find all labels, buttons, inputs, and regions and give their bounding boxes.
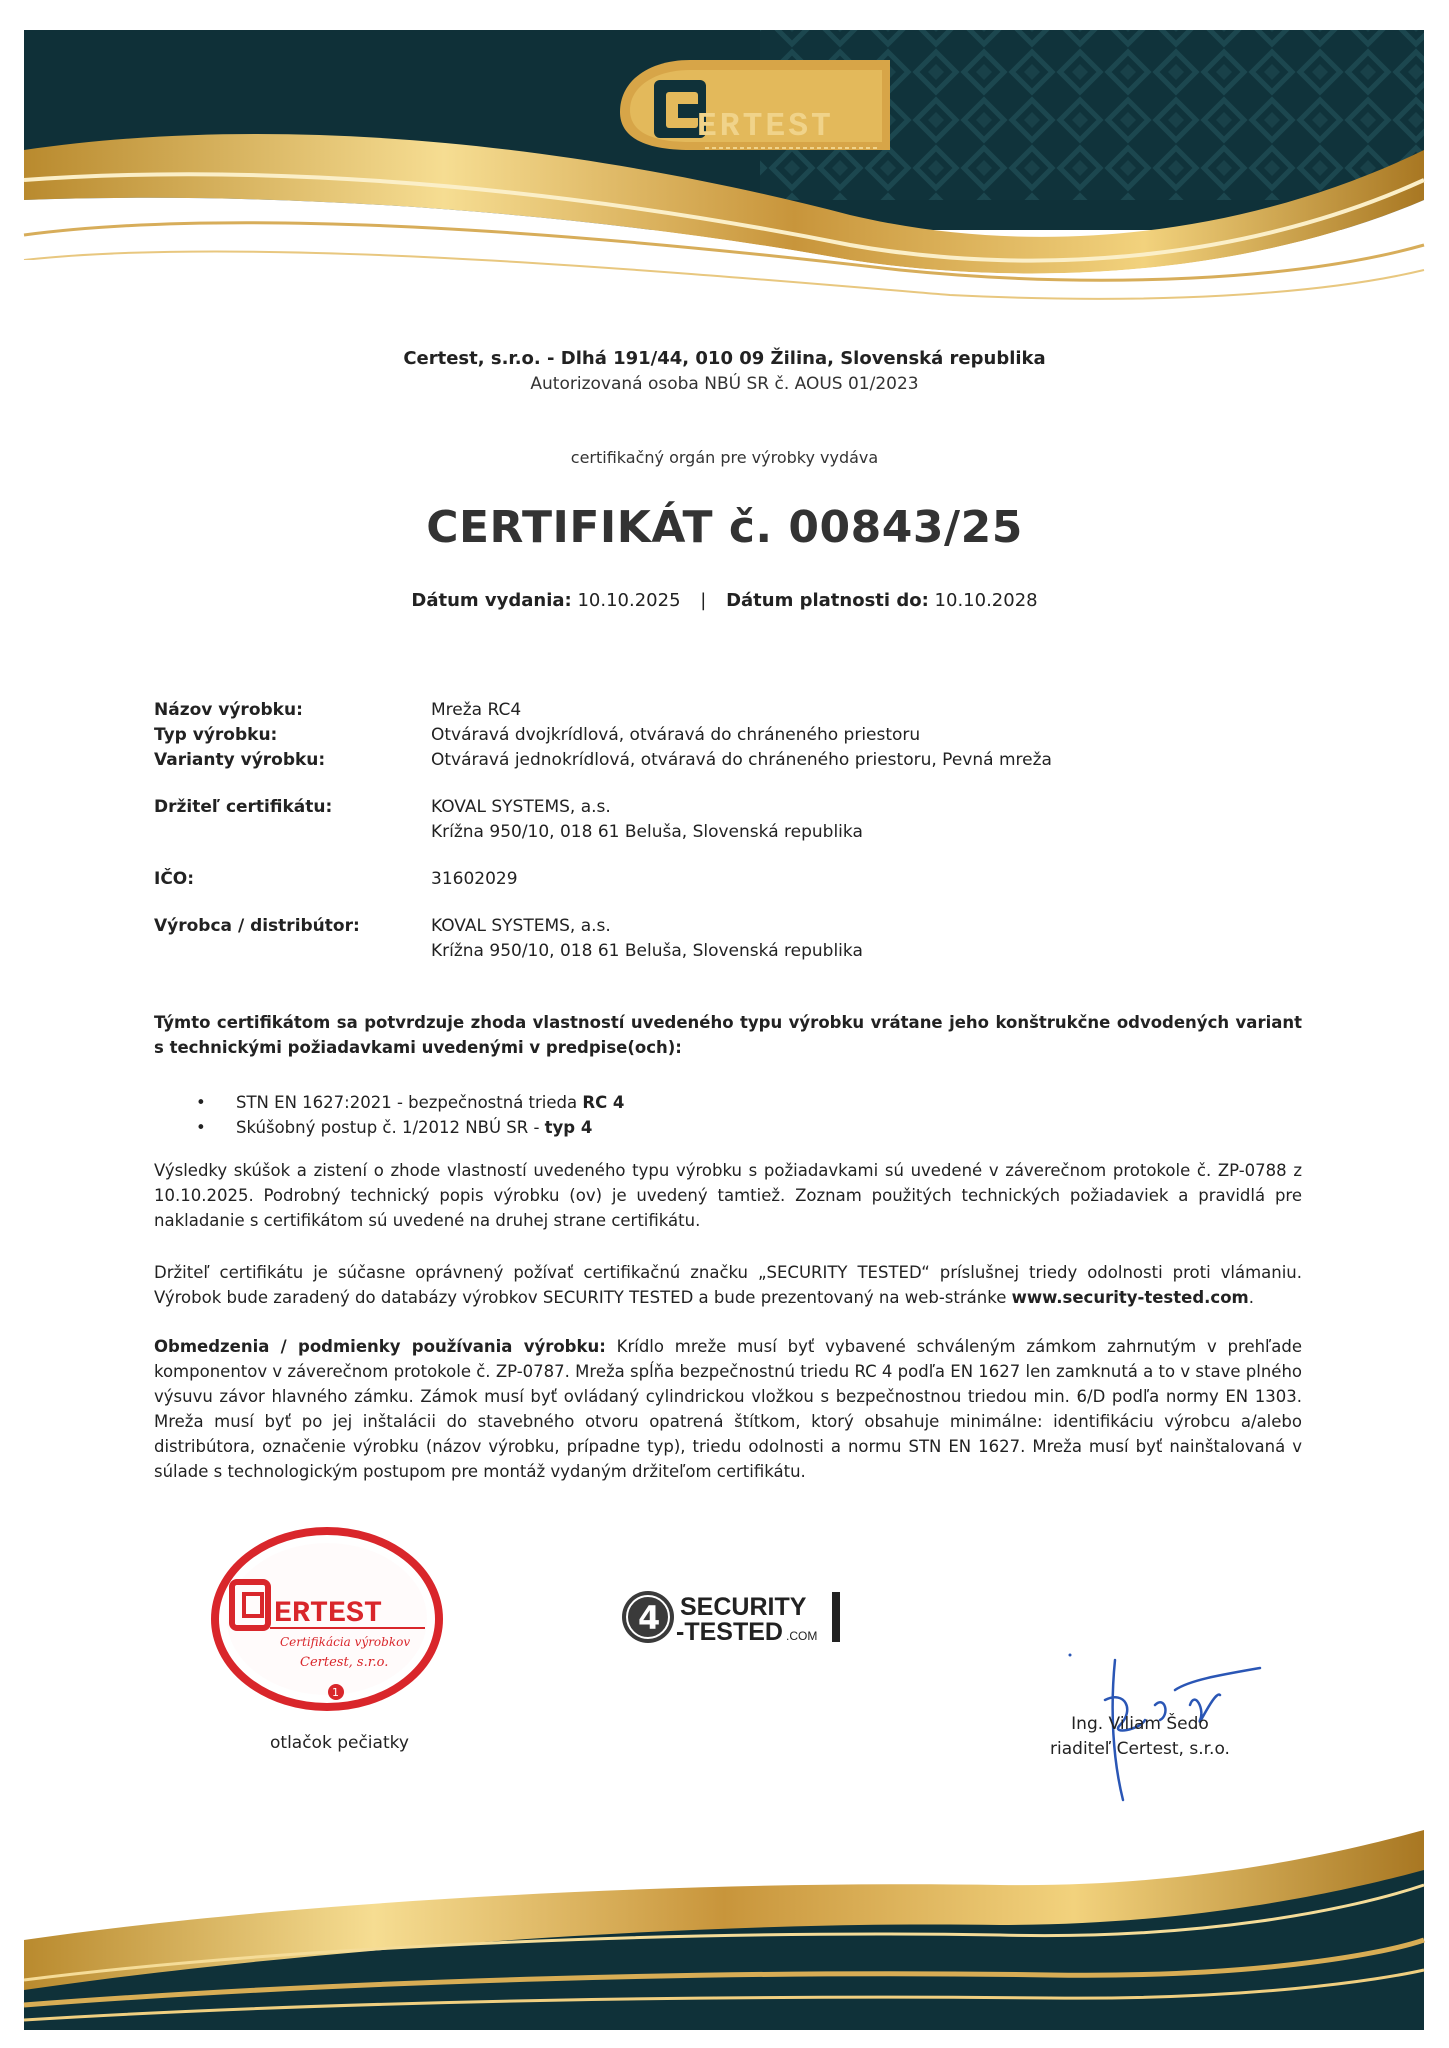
holder-name: KOVAL SYSTEMS, a.s.: [431, 797, 611, 817]
info-row-ico: [154, 867, 1304, 892]
certest-stamp: [210, 1524, 445, 1714]
info-row-manufacturer: [154, 914, 1304, 964]
info-row-variants: [154, 748, 1304, 773]
field-value: Otváravá dvojkrídlová, otváravá do chráneného priestoru: [431, 725, 921, 745]
valid-date: 10.10.2028: [934, 590, 1038, 611]
date-separator: |: [700, 590, 707, 611]
header-banner: [0, 0, 1449, 330]
badge-suffix: .COM: [786, 1629, 818, 1643]
field-label: Výrobca / distribútor:: [154, 916, 360, 936]
stamp-line2: Certest, s.r.o.: [300, 1655, 389, 1670]
list-item: • STN EN 1627:2021 - bezpečnostná trieda RC 4: [196, 1090, 624, 1115]
stamp-number: 1: [332, 1686, 339, 1699]
standards-list: [196, 1090, 624, 1140]
badge-line1: SECURITY: [680, 1593, 807, 1621]
product-info: [154, 698, 1304, 964]
field-label: IČO:: [154, 869, 195, 889]
issue-date: 10.10.2025: [577, 590, 681, 611]
confirmation-paragraph: Týmto certifikátom sa potvrdzuje zhoda vlastností uvedeného typu výrobku vrátane jeho konštrukčne odvodených variant s technickými požiadavkami uvedenými v predpise(och):: [154, 1013, 1302, 1057]
dates-line: [0, 590, 1449, 611]
limitations-paragraph: Obmedzenia / podmienky používania výrobku: Krídlo mreže musí byť vybavené schváleným zámkom zahrnutým v prehľade komponentov v záverečnom protokole č. ZP-0787. Mreža spĺňa bezpečnostnú triedu RC 4 podľa EN 1627 len zamknutá a to v stave plného výsuvu závor hlavného zámku. Zámok musí byť ovládaný cylindrickou vložkou s bezpečnostnou triedou min. 6/D podľa normy EN 1303. Mreža musí byť po jej inštalácii do stavebného otvoru opatrená štítkom, ktorý obsahuje minimálne: identifikáciu výrobcu a/alebo distribútora, označenie výrobku (názov výrobku, prípadne typ), triedu odolnosti a normu STN EN 1627. Mreža musí byť nainštalovaná v súlade s technologickým postupom pre montáž vydaným držiteľom certifikátu.: [154, 1337, 1302, 1481]
field-label: Názov výrobku:: [154, 700, 303, 720]
info-row-product-name: [154, 698, 1304, 723]
signatory-name: Ing. Viliam Šedo: [1071, 1714, 1209, 1734]
info-row-holder: [154, 795, 1304, 845]
signatory-title: riaditeľ Certest, s.r.o.: [1050, 1739, 1230, 1759]
issue-date-label: Dátum vydania:: [411, 590, 572, 611]
field-value: [431, 914, 1304, 964]
field-value: 31602029: [431, 869, 518, 889]
logo-wordmark: ERTEST: [697, 108, 834, 145]
field-value: Otváravá jednokrídlová, otváravá do chráneného priestoru, Pevná mreža: [431, 750, 1052, 770]
limitations-label: Obmedzenia / podmienky používania výrobku:: [154, 1337, 606, 1356]
manufacturer-name: KOVAL SYSTEMS, a.s.: [431, 916, 611, 936]
holder-address: Krížna 950/10, 018 61 Beluša, Slovenská republika: [431, 822, 863, 842]
info-row-product-type: [154, 723, 1304, 748]
stamp-brand: ERTEST: [274, 1597, 383, 1631]
certificate-title: CERTIFIKÁT č. 00843/25: [426, 502, 1023, 553]
field-label: Typ výrobku:: [154, 725, 278, 745]
authorized-body: Autorizovaná osoba NBÚ SR č. AOUS 01/2023: [530, 374, 919, 394]
field-value: [431, 795, 1304, 845]
security-tested-link: www.security-tested.com: [1011, 1288, 1249, 1307]
security-class: 4: [638, 1599, 661, 1637]
field-value: Mreža RC4: [431, 700, 522, 720]
results-paragraph: Výsledky skúšok a zistení o zhode vlastností uvedeného typu výrobku s požiadavkami sú uvedené v záverečnom protokole č. ZP-0788 z 10.10.2025. Podrobný technický popis výrobku (ov) je uvedený tamtiež. Zoznam použitých technických požiadaviek a pravidlá pre nakladanie s certifikátom sú uvedené na druhej strane certifikátu.: [154, 1161, 1302, 1230]
mark-paragraph: Držiteľ certifikátu je súčasne oprávnený požívať certifikačnú značku „SECURITY TESTED“ príslušnej triedy odolnosti proti vlámaniu. Výrobok bude zaradený do databázy výrobkov SECURITY TESTED a bude prezentovaný na web-stránke www.security-tested.com.: [154, 1263, 1302, 1307]
issuer-address: Certest, s.r.o. - Dlhá 191/44, 010 09 Žilina, Slovenská republika: [403, 348, 1046, 369]
stamp-line1: Certifikácia výrobkov: [280, 1635, 411, 1649]
stamp-caption: otlačok pečiatky: [270, 1733, 409, 1753]
footer-banner: [0, 1830, 1449, 2048]
badge-line2: -TESTED: [676, 1618, 783, 1646]
list-item: • Skúšobný postup č. 1/2012 NBÚ SR - typ 4: [196, 1115, 624, 1140]
manufacturer-address: Krížna 950/10, 018 61 Beluša, Slovenská republika: [431, 941, 863, 961]
signatory-block: [1020, 1712, 1260, 1762]
field-label: Varianty výrobku:: [154, 750, 326, 770]
field-label: Držiteľ certifikátu:: [154, 797, 333, 817]
valid-date-label: Dátum platnosti do:: [726, 590, 929, 611]
certification-body-line: certifikačný orgán pre výrobky vydáva: [570, 448, 879, 467]
security-tested-badge: [618, 1588, 848, 1646]
